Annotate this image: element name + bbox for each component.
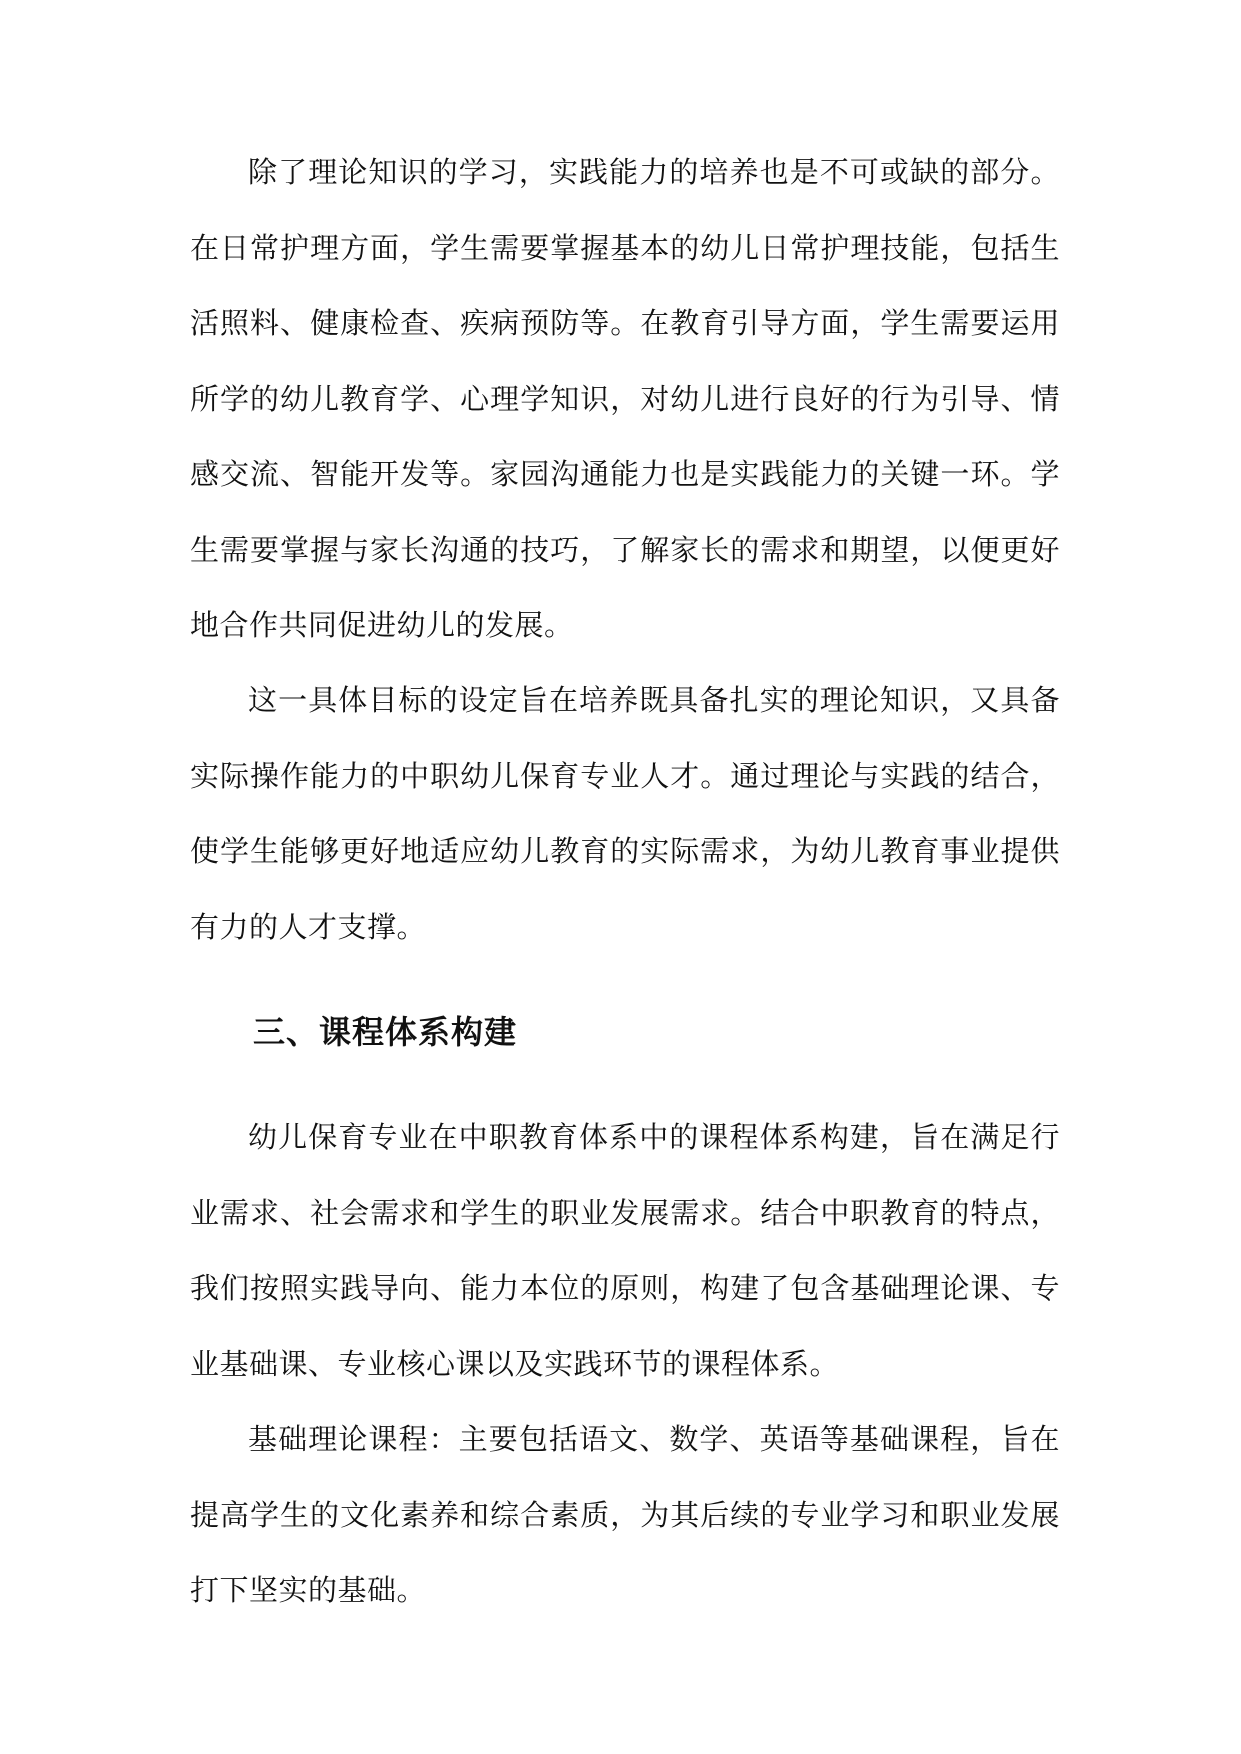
paragraph-goal-setting: 这一具体目标的设定旨在培养既具备扎实的理论知识，又具备实际操作能力的中职幼儿保育专业人才。通过理论与实践的结合，使学生能够更好地适应幼儿教育的实际需求，为幼儿教育事业提供有力的人才支撑。 (190, 683, 1060, 944)
paragraph-curriculum-system: 幼儿保育专业在中职教育体系中的课程体系构建，旨在满足行业需求、社会需求和学生的职业发展需求。结合中职教育的特点，我们按照实践导向、能力本位的原则，构建了包含基础理论课、专业基础课、专业核心课以及实践环节的课程体系。 (190, 1120, 1060, 1381)
paragraph-basic-theory-courses: 基础理论课程：主要包括语文、数学、英语等基础课程，旨在提高学生的文化素养和综合素质，为其后续的专业学习和职业发展打下坚实的基础。 (190, 1422, 1060, 1607)
paragraph-practice-ability: 除了理论知识的学习，实践能力的培养也是不可或缺的部分。在日常护理方面，学生需要掌握基本的幼儿日常护理技能，包括生活照料、健康检查、疾病预防等。在教育引导方面，学生需要运用所学的幼儿教育学、心理学知识，对幼儿进行良好的行为引导、情感交流、智能开发等。家园沟通能力也是实践能力的关键一环。学生需要掌握与家长沟通的技巧，了解家长的需求和期望，以便更好地合作共同促进幼儿的发展。 (190, 155, 1060, 642)
section-heading-curriculum: 三、课程体系构建 (253, 1013, 518, 1051)
